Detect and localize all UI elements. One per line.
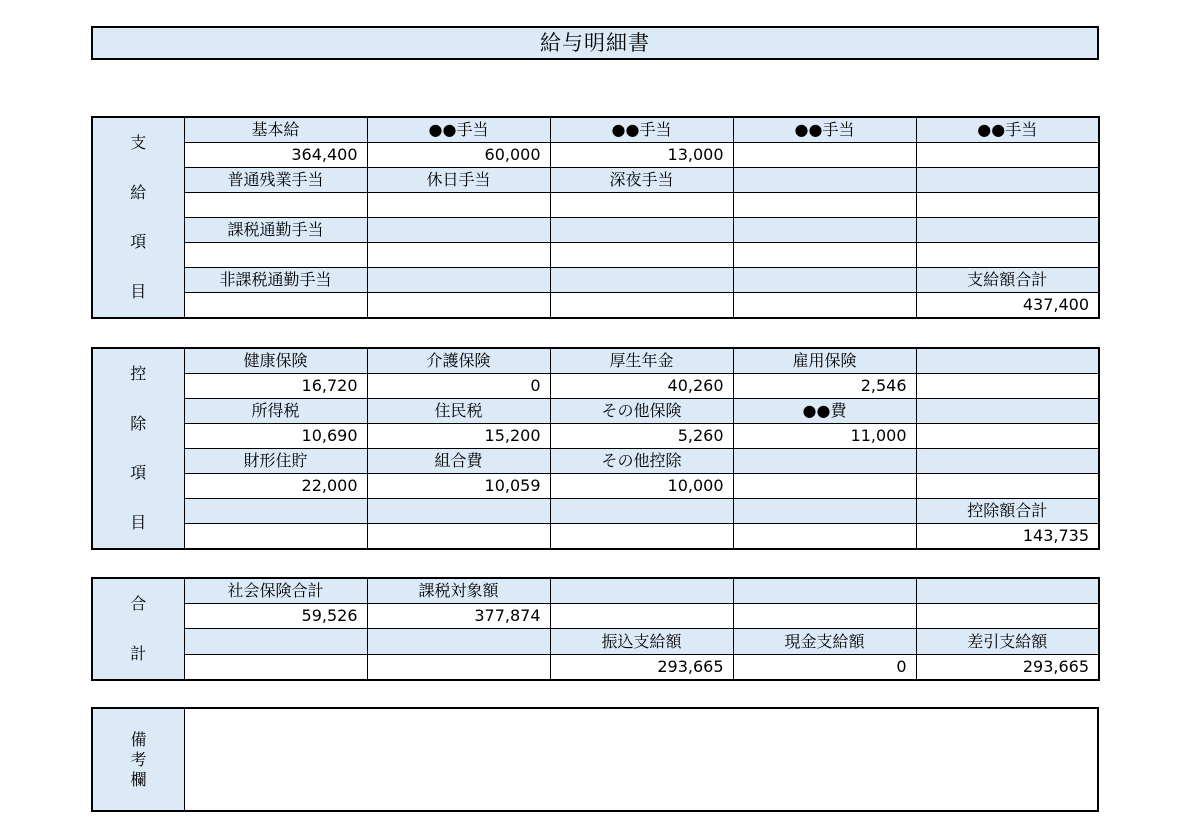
deduction-value-row xyxy=(92,524,1099,550)
totals-table xyxy=(91,577,1100,681)
item-label xyxy=(916,449,1099,474)
item-label: 基本給 xyxy=(184,117,367,143)
deduction-total-value[interactable]: 143,735 xyxy=(916,524,1099,550)
item-value[interactable] xyxy=(916,604,1099,629)
item-value[interactable] xyxy=(916,374,1099,399)
remarks-label xyxy=(93,709,185,810)
item-label xyxy=(916,348,1099,374)
deduction-value-row xyxy=(92,424,1099,449)
deduction-total-label: 控除額合計 xyxy=(916,499,1099,524)
item-value[interactable] xyxy=(733,604,916,629)
net-pay-label: 差引支給額 xyxy=(916,629,1099,654)
item-value[interactable] xyxy=(367,654,550,680)
item-label: ●●手当 xyxy=(367,117,550,143)
item-label xyxy=(916,168,1099,193)
deduction-items-table xyxy=(91,347,1100,550)
item-label xyxy=(733,578,916,604)
payment-label-row xyxy=(92,168,1099,193)
item-value[interactable] xyxy=(733,474,916,499)
item-value[interactable]: 15,200 xyxy=(367,424,550,449)
item-value[interactable] xyxy=(550,193,733,218)
side-char: 支 xyxy=(130,132,147,152)
item-value[interactable] xyxy=(184,243,367,268)
payment-value-row xyxy=(92,293,1099,319)
deduction-label-row xyxy=(92,449,1099,474)
item-label: 財形住貯 xyxy=(184,449,367,474)
totals-section-label xyxy=(92,578,184,680)
side-char: 控 xyxy=(130,363,147,383)
side-char: 除 xyxy=(130,413,147,433)
item-value[interactable] xyxy=(550,293,733,319)
item-label xyxy=(367,629,550,654)
item-label: ●●手当 xyxy=(550,117,733,143)
item-value[interactable]: 10,059 xyxy=(367,474,550,499)
item-value[interactable]: 13,000 xyxy=(550,143,733,168)
item-label xyxy=(733,499,916,524)
item-label: 健康保険 xyxy=(184,348,367,374)
item-label: 課税通勤手当 xyxy=(184,218,367,243)
payment-items-table xyxy=(91,116,1100,319)
payment-label-row xyxy=(92,218,1099,243)
item-value[interactable] xyxy=(184,654,367,680)
item-value[interactable] xyxy=(916,243,1099,268)
item-label: 現金支給額 xyxy=(733,629,916,654)
deduction-section-label xyxy=(92,348,184,549)
item-label xyxy=(916,218,1099,243)
item-value[interactable]: 40,260 xyxy=(550,374,733,399)
deduction-value-row xyxy=(92,374,1099,399)
item-value[interactable]: 16,720 xyxy=(184,374,367,399)
net-pay-value[interactable]: 293,665 xyxy=(916,654,1099,680)
item-label xyxy=(550,499,733,524)
page-title: 給与明細書 xyxy=(91,26,1099,60)
payment-value-row xyxy=(92,143,1099,168)
item-label xyxy=(184,629,367,654)
item-value[interactable] xyxy=(733,193,916,218)
item-label: 課税対象額 xyxy=(367,578,550,604)
item-value[interactable]: 10,000 xyxy=(550,474,733,499)
item-label: ●●費 xyxy=(733,399,916,424)
item-label xyxy=(733,268,916,293)
totals-label-row xyxy=(92,629,1099,654)
item-label xyxy=(367,268,550,293)
payment-value-row xyxy=(92,243,1099,268)
remarks-box xyxy=(91,707,1099,812)
item-value[interactable] xyxy=(733,293,916,319)
deduction-label-row xyxy=(92,499,1099,524)
side-char: 給 xyxy=(130,182,147,202)
item-value[interactable]: 2,546 xyxy=(733,374,916,399)
item-value[interactable] xyxy=(367,243,550,268)
item-value[interactable]: 60,000 xyxy=(367,143,550,168)
deduction-label-row xyxy=(92,399,1099,424)
item-value[interactable] xyxy=(550,243,733,268)
item-label: 住民税 xyxy=(367,399,550,424)
item-label xyxy=(550,218,733,243)
item-label: 非課税通勤手当 xyxy=(184,268,367,293)
side-char: 項 xyxy=(130,232,147,252)
item-value[interactable]: 364,400 xyxy=(184,143,367,168)
payment-label-row xyxy=(92,268,1099,293)
remarks-char: 考 xyxy=(130,749,147,769)
item-value[interactable] xyxy=(916,424,1099,449)
item-label: ●●手当 xyxy=(733,117,916,143)
side-char: 目 xyxy=(130,282,147,302)
item-value[interactable] xyxy=(733,524,916,550)
item-label xyxy=(184,499,367,524)
item-value[interactable] xyxy=(184,193,367,218)
item-value[interactable] xyxy=(916,193,1099,218)
item-value[interactable]: 293,665 xyxy=(550,654,733,680)
item-value[interactable] xyxy=(550,524,733,550)
item-value[interactable] xyxy=(916,474,1099,499)
side-char: 合 xyxy=(130,594,147,613)
item-label: 厚生年金 xyxy=(550,348,733,374)
item-label: 社会保険合計 xyxy=(184,578,367,604)
item-value[interactable] xyxy=(367,524,550,550)
item-label: その他保険 xyxy=(550,399,733,424)
totals-value-row xyxy=(92,654,1099,680)
payment-label-row xyxy=(92,117,1099,143)
item-value[interactable]: 5,260 xyxy=(550,424,733,449)
payment-total-value[interactable]: 437,400 xyxy=(916,293,1099,319)
totals-label-row xyxy=(92,578,1099,604)
item-label xyxy=(550,268,733,293)
item-label: 組合費 xyxy=(367,449,550,474)
item-value[interactable] xyxy=(733,243,916,268)
item-value[interactable]: 11,000 xyxy=(733,424,916,449)
item-label xyxy=(367,218,550,243)
payment-total-label: 支給額合計 xyxy=(916,268,1099,293)
payment-section-label xyxy=(92,117,184,318)
item-label: 深夜手当 xyxy=(550,168,733,193)
item-value[interactable]: 10,690 xyxy=(184,424,367,449)
item-value[interactable] xyxy=(733,143,916,168)
item-value[interactable] xyxy=(367,193,550,218)
item-value[interactable] xyxy=(916,143,1099,168)
remarks-char: 欄 xyxy=(130,769,147,789)
item-label xyxy=(916,399,1099,424)
item-label xyxy=(916,578,1099,604)
item-value[interactable]: 59,526 xyxy=(184,604,367,629)
item-label: 所得税 xyxy=(184,399,367,424)
item-value[interactable] xyxy=(184,293,367,319)
item-value[interactable]: 0 xyxy=(367,374,550,399)
side-char: 目 xyxy=(130,513,147,533)
item-label: 普通残業手当 xyxy=(184,168,367,193)
side-char: 計 xyxy=(130,644,147,663)
item-value[interactable] xyxy=(367,293,550,319)
deduction-label-row xyxy=(92,348,1099,374)
item-label xyxy=(550,578,733,604)
item-label: 休日手当 xyxy=(367,168,550,193)
item-value[interactable]: 0 xyxy=(733,654,916,680)
item-value[interactable]: 377,874 xyxy=(367,604,550,629)
item-value[interactable]: 22,000 xyxy=(184,474,367,499)
item-label xyxy=(733,218,916,243)
item-value[interactable] xyxy=(184,524,367,550)
item-label: 振込支給額 xyxy=(550,629,733,654)
item-label xyxy=(367,499,550,524)
item-value[interactable] xyxy=(550,604,733,629)
item-label: 雇用保険 xyxy=(733,348,916,374)
totals-value-row xyxy=(92,604,1099,629)
item-label xyxy=(733,168,916,193)
payment-value-row xyxy=(92,193,1099,218)
side-char: 項 xyxy=(130,463,147,483)
remarks-field[interactable] xyxy=(185,709,1097,810)
item-label: 介護保険 xyxy=(367,348,550,374)
item-label xyxy=(733,449,916,474)
deduction-value-row xyxy=(92,474,1099,499)
remarks-char: 備 xyxy=(130,729,147,749)
item-label: その他控除 xyxy=(550,449,733,474)
item-label: ●●手当 xyxy=(916,117,1099,143)
